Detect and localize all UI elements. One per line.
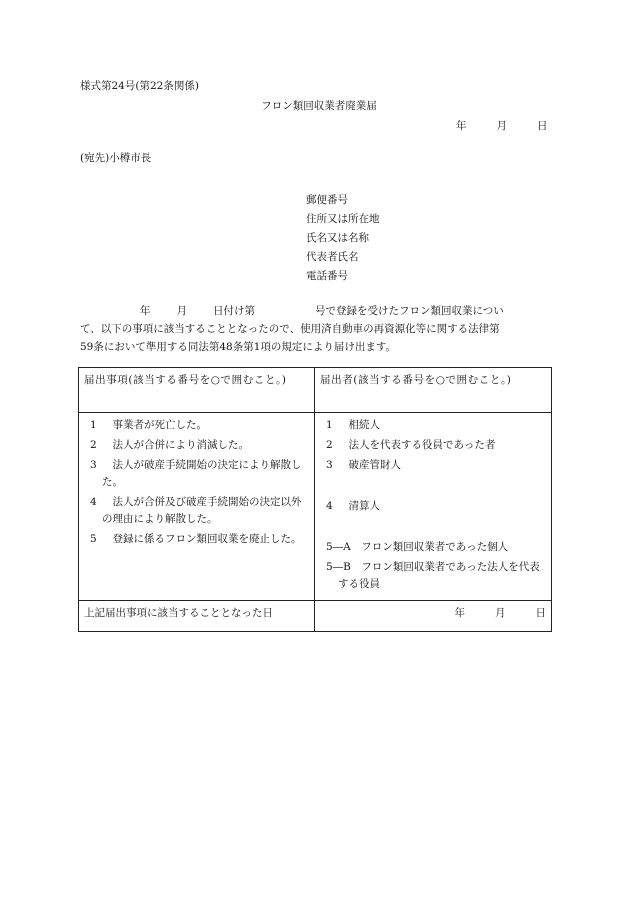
body-month: 月 <box>176 305 187 317</box>
date-day: 日 <box>537 120 548 132</box>
body-line-1 <box>80 302 550 320</box>
body-line-3: 59条において準用する同法第48条第1項の規定により届け出ます。 <box>80 341 397 353</box>
name-label: 氏名又は名称 <box>306 232 369 244</box>
notifier-items-cell <box>315 413 552 601</box>
list-item: 1 事業者が死亡した。 <box>90 419 207 431</box>
list-item: 2 法人を代表する役員であった者 <box>326 439 496 451</box>
list-item: 3 法人が破産手続開始の決定により解散した。 <box>90 459 302 488</box>
phone-label: 電話番号 <box>306 270 348 282</box>
body-line-1-rest: 号で登録を受けたフロン類回収業につい <box>315 305 504 317</box>
list-item: 4 法人が合併及び破産手続開始の決定以外の理由により解散した。 <box>90 496 302 525</box>
list-item: 1 相続人 <box>326 419 380 431</box>
header-notifier: 届出者(該当する番号を○で囲むこと。) <box>315 368 552 413</box>
list-item: 4 清算人 <box>326 500 380 512</box>
notification-items-cell <box>79 413 315 601</box>
date-year: 年 <box>456 120 467 132</box>
body-line-2: て、以下の事項に該当することとなったので、使用済自動車の再資源化等に関する法律第 <box>80 323 500 335</box>
header-notification-items: 届出事項(該当する番号を○で囲むこと。) <box>79 368 315 413</box>
document-title: フロン類回収業者廃業届 <box>261 100 377 112</box>
footer-year: 年 <box>454 607 465 619</box>
list-item: 5―B フロン類回収業者であった法人を代表する役員 <box>326 561 540 590</box>
addressee: (宛先)小樽市長 <box>80 152 152 164</box>
footer-date <box>315 601 552 632</box>
notification-body <box>80 302 550 356</box>
footer-day: 日 <box>535 607 546 619</box>
address-label: 住所又は所在地 <box>306 213 380 225</box>
applicant-fields <box>306 191 380 286</box>
date-month: 月 <box>496 120 507 132</box>
postal-code-label: 郵便番号 <box>306 194 348 206</box>
list-item: 5―A フロン類回収業者であった個人 <box>326 541 509 553</box>
body-year: 年 <box>140 305 151 317</box>
list-item: 2 法人が合併により消滅した。 <box>90 439 249 451</box>
body-date-suffix: 日付け第 <box>213 305 255 317</box>
notification-table <box>78 367 552 632</box>
footer-label: 上記届出事項に該当することとなった日 <box>79 601 315 632</box>
form-number: 様式第24号(第22条関係) <box>80 80 199 92</box>
submission-date <box>456 119 548 134</box>
list-item: 5 登録に係るフロン類回収業を廃止した。 <box>90 533 302 545</box>
list-item: 3 破産管財人 <box>326 459 401 471</box>
representative-label: 代表者氏名 <box>306 251 359 263</box>
footer-month: 月 <box>495 607 506 619</box>
